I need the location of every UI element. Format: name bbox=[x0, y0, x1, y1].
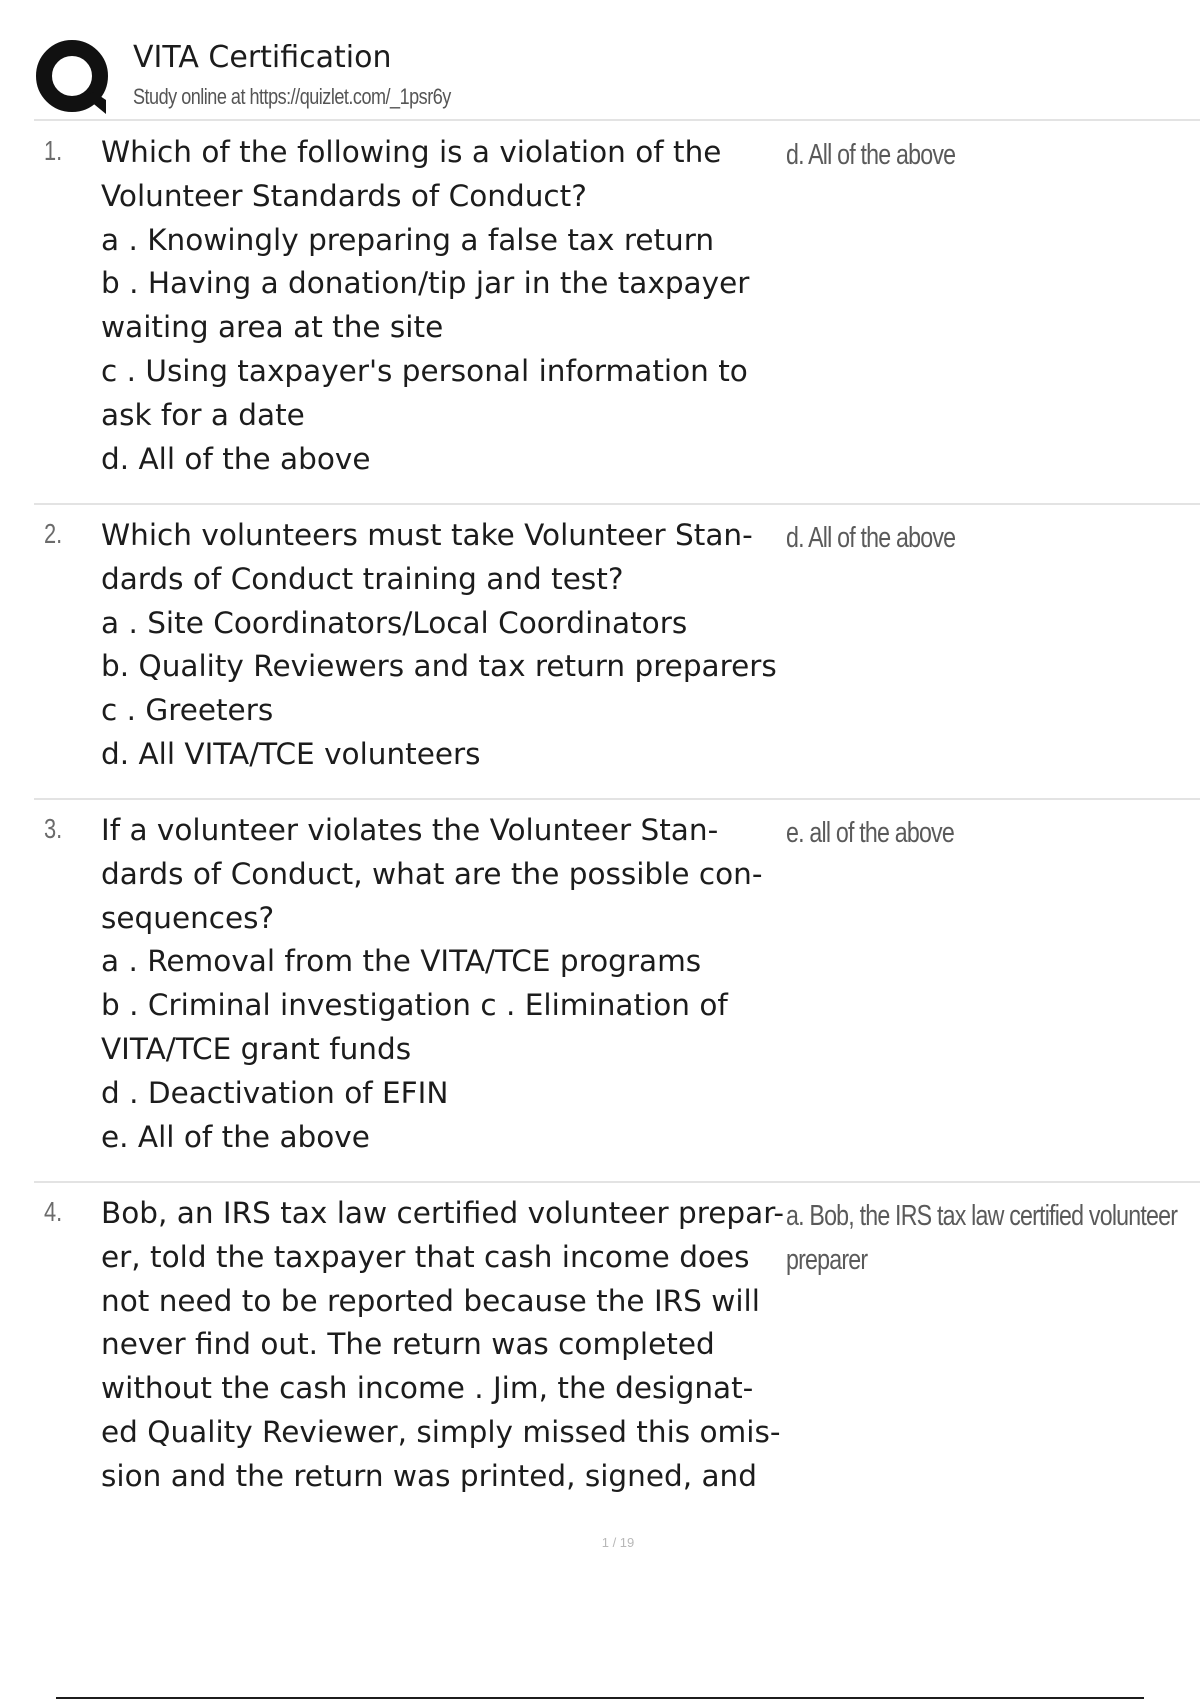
answer-line: e. all of the above bbox=[786, 817, 954, 849]
question-line: Which volunteers must take Volunteer Stan- bbox=[101, 518, 753, 552]
card-question bbox=[101, 131, 816, 481]
card-3 bbox=[34, 799, 1200, 1183]
question-line: a . Site Coordinators/Local Coordinators bbox=[101, 605, 688, 640]
question-line: VITA/TCE grant funds bbox=[101, 1031, 412, 1066]
card-4 bbox=[34, 1182, 1200, 1522]
card-answer bbox=[786, 133, 1200, 177]
study-online-link[interactable]: Study online at https://quizlet.com/_1psr6y bbox=[133, 84, 451, 109]
question-line: Bob, an IRS tax law certified volunteer prepar- bbox=[101, 1196, 785, 1230]
question-line: e. All of the above bbox=[101, 1119, 370, 1154]
question-line: d. All of the above bbox=[101, 441, 371, 476]
card-question bbox=[101, 809, 816, 1159]
card-answer bbox=[786, 1194, 1200, 1282]
question-line: b. Quality Reviewers and tax return preparers bbox=[101, 649, 777, 684]
question-line: never find out. The return was completed bbox=[101, 1327, 715, 1362]
question-line: er, told the taxpayer that cash income does bbox=[101, 1239, 750, 1274]
card-number: 3. bbox=[44, 813, 63, 844]
question-line: waiting area at the site bbox=[101, 310, 444, 345]
question-line: Volunteer Standards of Conduct? bbox=[101, 178, 587, 213]
question-line: ask for a date bbox=[101, 397, 305, 432]
answer-line: preparer bbox=[786, 1244, 868, 1276]
question-line: a . Removal from the VITA/TCE programs bbox=[101, 944, 702, 979]
card-2 bbox=[34, 504, 1200, 800]
question-line: ed Quality Reviewer, simply missed this omis- bbox=[101, 1414, 781, 1449]
question-line: a . Knowingly preparing a false tax return bbox=[101, 222, 715, 257]
question-line: If a volunteer violates the Volunteer Stan- bbox=[101, 813, 719, 847]
question-line: not need to be reported because the IRS will bbox=[101, 1283, 760, 1318]
card-question bbox=[101, 1192, 816, 1499]
answer-line: d. All of the above bbox=[786, 522, 956, 554]
page-number: 1 / 19 bbox=[601, 1535, 635, 1550]
question-line: d . Deactivation of EFIN bbox=[101, 1075, 449, 1110]
question-line: d. All VITA/TCE volunteers bbox=[101, 736, 481, 771]
question-line: dards of Conduct, what are the possible con- bbox=[101, 856, 763, 891]
card-answer bbox=[786, 811, 1200, 855]
question-line: c . Greeters bbox=[101, 693, 274, 728]
quizlet-logo-icon bbox=[34, 38, 114, 118]
question-line: sion and the return was printed, signed, and bbox=[101, 1458, 757, 1493]
question-line: b . Having a donation/tip jar in the taxpayer bbox=[101, 266, 750, 301]
bottom-divider bbox=[56, 1697, 1144, 1699]
answer-line: d. All of the above bbox=[786, 139, 956, 171]
question-line: b . Criminal investigation c . Elimination of bbox=[101, 988, 728, 1023]
answer-line: a. Bob, the IRS tax law certified volunteer bbox=[786, 1200, 1178, 1232]
card-number: 4. bbox=[44, 1196, 63, 1227]
card-number: 1. bbox=[44, 135, 63, 166]
question-line: c . Using taxpayer's personal information to bbox=[101, 353, 748, 388]
question-line: dards of Conduct training and test? bbox=[101, 561, 624, 596]
card-answer bbox=[786, 516, 1200, 560]
card-number: 2. bbox=[44, 518, 63, 549]
question-line: without the cash income . Jim, the designat- bbox=[101, 1371, 754, 1406]
card-question bbox=[101, 514, 816, 777]
question-line: Which of the following is a violation of the bbox=[101, 135, 722, 169]
deck-header bbox=[34, 34, 1200, 120]
deck-title: VITA Certification bbox=[133, 40, 392, 75]
card-1 bbox=[34, 121, 1200, 505]
question-line: sequences? bbox=[101, 900, 275, 935]
